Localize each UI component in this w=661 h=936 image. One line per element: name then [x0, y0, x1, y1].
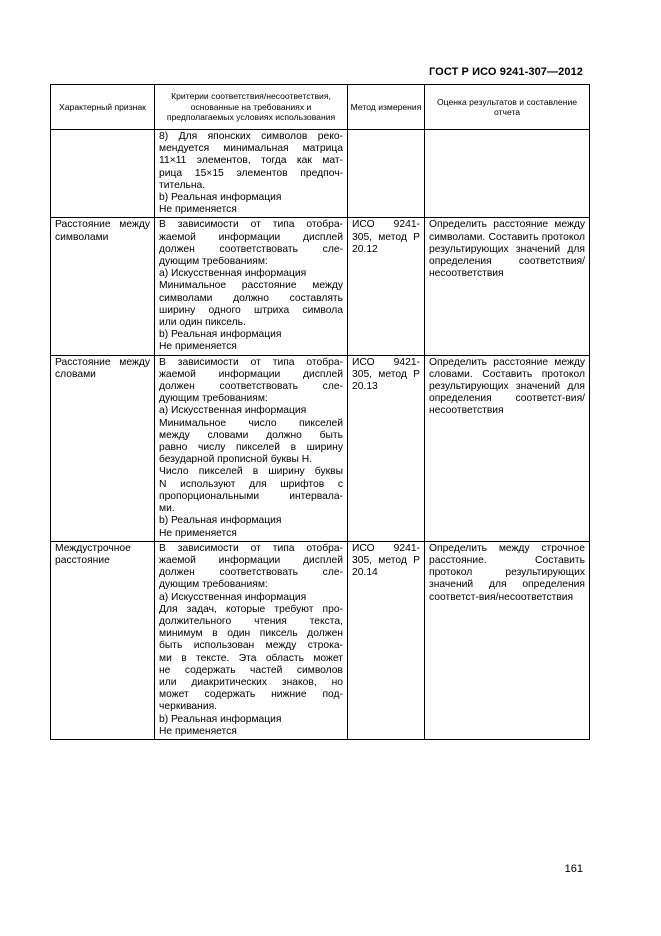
- criteria-line: жаемой информации дисплей: [159, 554, 343, 566]
- criteria-line: a) Искусственная информация: [159, 405, 307, 417]
- criteria-line: дующим требованиям:: [159, 579, 268, 591]
- table-body: [51, 130, 590, 740]
- criteria-line: Минимальное расстояние между: [159, 280, 343, 292]
- criteria-cell: [155, 130, 348, 218]
- criteria-line: 11×11 элементов, тогда как мат-: [159, 155, 343, 167]
- method-cell: ИСО 9421-305, метод Р 20.13: [348, 355, 425, 541]
- evaluation-cell: Определить расстояние между словами. Составить протокол результирующих значений для определения соответст-вия/несоответствия: [425, 355, 590, 541]
- criteria-line: минимум в один пиксель должен: [159, 628, 343, 640]
- column-header-criteria: Критерии соответствия/несоответствия, основанные на требованиях и предполагаемых условиях использования: [155, 85, 348, 130]
- criteria-line: Число пикселей в ширину буквы: [159, 466, 343, 478]
- criteria-line: В зависимости от типа отобра-: [159, 356, 343, 368]
- criteria-line: тительна.: [159, 179, 206, 191]
- criteria-line: b) Реальная информация: [159, 713, 282, 725]
- page-number: 161: [564, 863, 583, 875]
- criteria-cell: [155, 541, 348, 739]
- evaluation-cell: [425, 130, 590, 218]
- criteria-line: a) Искусственная информация: [159, 268, 307, 280]
- criteria-line: Не применяется: [159, 204, 237, 216]
- criteria-cell: [155, 355, 348, 541]
- criteria-line: ми в тексте. Эта область может: [159, 652, 343, 664]
- criteria-line: Не применяется: [159, 725, 237, 737]
- criteria-line: должен соответствовать сле-: [159, 567, 343, 579]
- feature-cell: Расстояние между символами: [51, 218, 155, 355]
- criteria-line: или диакритических знаков, но: [159, 676, 343, 688]
- criteria-line: N используют для шрифтов с: [159, 478, 343, 490]
- criteria-line: жаемой информации дисплей: [159, 231, 343, 243]
- table-header-row: [51, 85, 590, 130]
- method-cell: ИСО 9241-305, метод Р 20.14: [348, 541, 425, 739]
- column-header-method: Метод измерения: [348, 85, 425, 130]
- criteria-line: a) Искусственная информация: [159, 591, 307, 603]
- table-row: [51, 218, 590, 355]
- criteria-line: не содержать частей символов: [159, 664, 343, 676]
- criteria-line: Для задач, которые требуют про-: [159, 603, 343, 615]
- method-cell: [348, 130, 425, 218]
- criteria-line: b) Реальная информация: [159, 192, 282, 204]
- criteria-line: b) Реальная информация: [159, 515, 282, 527]
- criteria-line: В зависимости от типа отобра-: [159, 542, 343, 554]
- table-row: [51, 355, 590, 541]
- feature-cell: [51, 130, 155, 218]
- criteria-line: быть использован между строка-: [159, 640, 343, 652]
- criteria-line: безударной прописной буквы Н.: [159, 454, 313, 466]
- evaluation-cell: Определить расстояние между символами. Составить протокол результирующих значений для определения соответствия/несоответствия: [425, 218, 590, 355]
- criteria-line: Не применяется: [159, 341, 237, 353]
- criteria-line: мендуется минимальная матрица: [159, 143, 343, 155]
- criteria-line: Минимальное число пикселей: [159, 417, 343, 429]
- criteria-cell: [155, 218, 348, 355]
- document-code: ГОСТ Р ИСО 9241-307—2012: [428, 66, 583, 78]
- criteria-line: ми.: [159, 503, 175, 515]
- criteria-line: между словами должно быть: [159, 429, 343, 441]
- column-header-evaluation: Оценка результатов и составление отчета: [425, 85, 590, 130]
- criteria-line: Не применяется: [159, 527, 237, 539]
- criteria-line: 8) Для японских символов реко-: [159, 131, 343, 142]
- column-header-feature: Характерный признак: [51, 85, 155, 130]
- feature-cell: Расстояние между словами: [51, 355, 155, 541]
- criteria-line: ширину одного штриха символа: [159, 304, 343, 316]
- criteria-line: В зависимости от типа отобра-: [159, 219, 343, 231]
- criteria-table: [50, 84, 590, 740]
- criteria-line: равно числу пикселей в ширину: [159, 442, 343, 454]
- criteria-line: должительного чтения текста,: [159, 615, 343, 627]
- evaluation-cell: Определить между строчное расстояние. Составить протокол результирующих значений для определения соответст-вия/несоответствия: [425, 541, 590, 739]
- table-row: [51, 130, 590, 218]
- criteria-line: дующим требованиям:: [159, 393, 268, 405]
- table-row: [51, 541, 590, 739]
- criteria-line: должен соответствовать сле-: [159, 381, 343, 393]
- criteria-line: черкивания.: [159, 701, 218, 713]
- criteria-line: может содержать нижние под-: [159, 689, 343, 701]
- criteria-line: жаемой информации дисплей: [159, 368, 343, 380]
- criteria-line: пропорциональными интервала-: [159, 490, 343, 502]
- criteria-line: b) Реальная информация: [159, 329, 282, 341]
- criteria-line: должен соответствовать сле-: [159, 243, 343, 255]
- criteria-line: символами должно составлять: [159, 292, 343, 304]
- criteria-line: рица 15×15 элементов предпоч-: [159, 167, 343, 179]
- feature-cell: Междустрочное расстояние: [51, 541, 155, 739]
- method-cell: ИСО 9241-305, метод Р 20.12: [348, 218, 425, 355]
- criteria-line: или один пиксель.: [159, 317, 246, 329]
- criteria-line: дующим требованиям:: [159, 256, 268, 268]
